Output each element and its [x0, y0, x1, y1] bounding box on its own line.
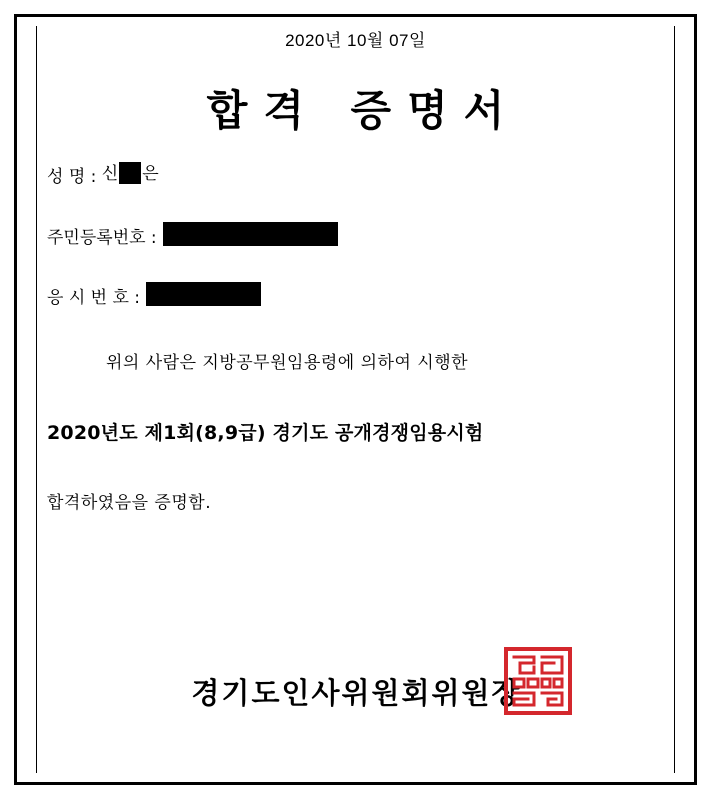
redaction-block-name [119, 162, 141, 184]
field-name [47, 159, 159, 187]
certificate-content [36, 26, 675, 773]
exam-title-line: 2020년도 제1회(8,9급) 경기도 공개경쟁임용시험 [47, 422, 484, 444]
field-rrn-label: 주민등록번호 : [47, 228, 157, 248]
official-seal-icon [504, 647, 572, 715]
page-title: 합격 증명서 [206, 86, 521, 135]
field-name-value-suffix: 은 [142, 164, 159, 184]
field-exam-number [47, 283, 261, 308]
issuer-name: 경기도인사위원회위원장 [191, 676, 522, 710]
field-resident-registration-number [47, 223, 338, 248]
redaction-block-exam-number [146, 282, 261, 306]
field-exam-number-label: 응 시 번 호 : [47, 288, 141, 308]
field-name-label: 성 명 : [47, 166, 97, 187]
intro-line: 위의 사람은 지방공무원임용령에 의하여 시행한 [106, 353, 469, 373]
field-name-value-prefix: 신 [101, 164, 119, 184]
redaction-block-rrn [163, 222, 338, 246]
issue-date: 2020년 10월 07일 [285, 31, 426, 50]
closing-line: 합격하였음을 증명함. [47, 493, 212, 513]
